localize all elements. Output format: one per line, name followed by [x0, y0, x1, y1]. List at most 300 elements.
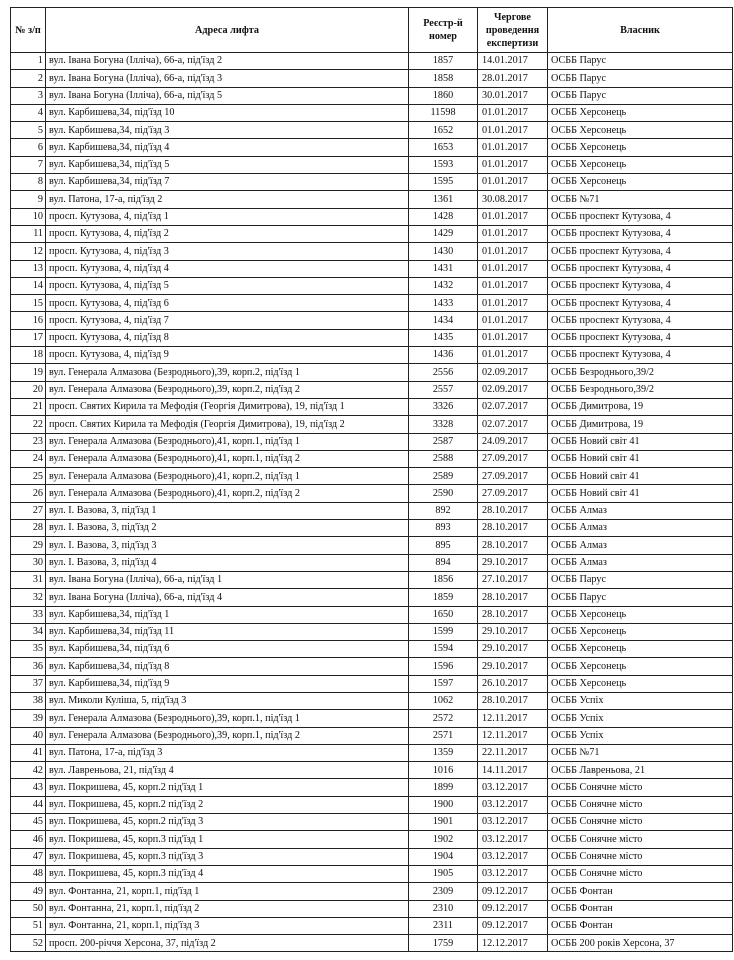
row-owner: ОСББ Херсонець: [548, 675, 733, 692]
table-row: [11, 571, 733, 588]
row-address: вул. І. Вазова, 3, під'їзд 2: [46, 520, 409, 537]
row-address: вул. Патона, 17-а, під'їзд 3: [46, 744, 409, 761]
row-address: вул. Генерала Алмазова (Безроднього),41, корп.2, під'їзд 1: [46, 468, 409, 485]
row-expertise-date: 27.09.2017: [478, 450, 548, 467]
row-registry-number: 2588: [409, 450, 478, 467]
row-owner: ОСББ №71: [548, 744, 733, 761]
row-registry-number: 1899: [409, 779, 478, 796]
table-row: [11, 744, 733, 761]
table-row: [11, 692, 733, 709]
table-row: [11, 225, 733, 242]
row-expertise-date: 26.10.2017: [478, 675, 548, 692]
row-owner: ОСББ Алмаз: [548, 502, 733, 519]
table-row: [11, 554, 733, 571]
row-number: 44: [11, 796, 46, 813]
table-row: [11, 277, 733, 294]
row-owner: ОСББ Херсонець: [548, 641, 733, 658]
row-address: просп. Святих Кирила та Мефодія (Георгія Димитрова), 19, під'їзд 1: [46, 398, 409, 415]
table-row: [11, 243, 733, 260]
row-number: 50: [11, 900, 46, 917]
row-owner: ОСББ Фонтан: [548, 900, 733, 917]
row-owner: ОСББ проспект Кутузова, 4: [548, 347, 733, 364]
row-registry-number: 1594: [409, 641, 478, 658]
row-owner: ОСББ Парус: [548, 53, 733, 70]
row-expertise-date: 27.09.2017: [478, 468, 548, 485]
header-address: Адреса лифта: [46, 8, 409, 53]
row-number: 27: [11, 502, 46, 519]
row-address: вул. Карбишева,34, під'їзд 5: [46, 156, 409, 173]
row-owner: ОСББ Парус: [548, 589, 733, 606]
row-expertise-date: 01.01.2017: [478, 208, 548, 225]
row-owner: ОСББ проспект Кутузова, 4: [548, 243, 733, 260]
row-number: 19: [11, 364, 46, 381]
row-number: 25: [11, 468, 46, 485]
table-row: [11, 208, 733, 225]
table-row: [11, 589, 733, 606]
row-address: вул. Івана Богуна (Ілліча), 66-а, під'їзд 2: [46, 53, 409, 70]
row-registry-number: 1429: [409, 225, 478, 242]
row-owner: ОСББ Сонячне місто: [548, 865, 733, 882]
table-row: [11, 156, 733, 173]
row-owner: ОСББ проспект Кутузова, 4: [548, 295, 733, 312]
table-row: [11, 658, 733, 675]
row-owner: ОСББ №71: [548, 191, 733, 208]
row-address: вул. Генерала Алмазова (Безроднього),39, корп.1, під'їзд 1: [46, 710, 409, 727]
row-address: вул. Фонтанна, 21, корп.1, під'їзд 3: [46, 917, 409, 934]
row-registry-number: 2311: [409, 917, 478, 934]
row-owner: ОСББ Алмаз: [548, 520, 733, 537]
row-address: вул. Генерала Алмазова (Безроднього),39, корп.1, під'їзд 2: [46, 727, 409, 744]
row-address: вул. Фонтанна, 21, корп.1, під'їзд 2: [46, 900, 409, 917]
row-registry-number: 1596: [409, 658, 478, 675]
row-owner: ОСББ Сонячне місто: [548, 779, 733, 796]
table-row: [11, 935, 733, 952]
row-number: 9: [11, 191, 46, 208]
row-expertise-date: 29.10.2017: [478, 658, 548, 675]
row-owner: ОСББ Успіх: [548, 727, 733, 744]
row-registry-number: 892: [409, 502, 478, 519]
row-registry-number: 1860: [409, 87, 478, 104]
row-number: 5: [11, 122, 46, 139]
table-row: [11, 174, 733, 191]
row-owner: ОСББ Херсонець: [548, 606, 733, 623]
row-registry-number: 1062: [409, 692, 478, 709]
row-registry-number: 2557: [409, 381, 478, 398]
row-owner: ОСББ Новий світ 41: [548, 468, 733, 485]
table-body: [11, 53, 733, 952]
row-address: вул. Покришева, 45, корп.2 під'їзд 2: [46, 796, 409, 813]
row-address: просп. 200-річчя Херсона, 37, під'їзд 2: [46, 935, 409, 952]
table-row: [11, 520, 733, 537]
row-address: вул. Карбишева,34, під'їзд 7: [46, 174, 409, 191]
table-row: [11, 104, 733, 121]
row-number: 28: [11, 520, 46, 537]
table-row: [11, 623, 733, 640]
table-row: [11, 398, 733, 415]
table-row: [11, 122, 733, 139]
row-expertise-date: 02.09.2017: [478, 381, 548, 398]
table-row: [11, 485, 733, 502]
header-owner: Власник: [548, 8, 733, 53]
row-registry-number: 1361: [409, 191, 478, 208]
row-owner: ОСББ Алмаз: [548, 554, 733, 571]
row-owner: ОСББ Парус: [548, 571, 733, 588]
row-number: 37: [11, 675, 46, 692]
table-row: [11, 70, 733, 87]
table-row: [11, 329, 733, 346]
row-registry-number: 1595: [409, 174, 478, 191]
row-address: вул. Генерала Алмазова (Безроднього),41, корп.1, під'їзд 2: [46, 450, 409, 467]
row-number: 14: [11, 277, 46, 294]
row-number: 34: [11, 623, 46, 640]
row-number: 51: [11, 917, 46, 934]
row-number: 3: [11, 87, 46, 104]
row-address: вул. Покришева, 45, корп.3 під'їзд 4: [46, 865, 409, 882]
row-expertise-date: 02.07.2017: [478, 416, 548, 433]
row-address: просп. Кутузова, 4, під'їзд 9: [46, 347, 409, 364]
row-owner: ОСББ Фонтан: [548, 883, 733, 900]
row-owner: ОСББ Успіх: [548, 692, 733, 709]
table-row: [11, 675, 733, 692]
row-registry-number: 3328: [409, 416, 478, 433]
table-row: [11, 883, 733, 900]
row-owner: ОСББ Херсонець: [548, 658, 733, 675]
row-registry-number: 1432: [409, 277, 478, 294]
row-number: 12: [11, 243, 46, 260]
row-number: 24: [11, 450, 46, 467]
row-number: 15: [11, 295, 46, 312]
row-owner: ОСББ Парус: [548, 70, 733, 87]
row-number: 29: [11, 537, 46, 554]
row-number: 32: [11, 589, 46, 606]
table-row: [11, 762, 733, 779]
table-row: [11, 900, 733, 917]
row-number: 46: [11, 831, 46, 848]
row-registry-number: 1858: [409, 70, 478, 87]
row-number: 1: [11, 53, 46, 70]
row-address: вул. Лавреньова, 21, під'їзд 4: [46, 762, 409, 779]
table-row: [11, 727, 733, 744]
row-address: вул. Карбишева,34, під'їзд 10: [46, 104, 409, 121]
row-owner: ОСББ Димитрова, 19: [548, 398, 733, 415]
row-owner: ОСББ проспект Кутузова, 4: [548, 208, 733, 225]
row-address: вул. Івана Богуна (Ілліча), 66-а, під'їзд 4: [46, 589, 409, 606]
row-number: 43: [11, 779, 46, 796]
row-expertise-date: 12.12.2017: [478, 935, 548, 952]
row-registry-number: 2571: [409, 727, 478, 744]
row-expertise-date: 03.12.2017: [478, 796, 548, 813]
row-expertise-date: 12.11.2017: [478, 727, 548, 744]
row-expertise-date: 01.01.2017: [478, 174, 548, 191]
row-owner: ОСББ Парус: [548, 87, 733, 104]
row-owner: ОСББ Херсонець: [548, 139, 733, 156]
row-address: вул. Генерала Алмазова (Безроднього),41, корп.1, під'їзд 1: [46, 433, 409, 450]
row-registry-number: 893: [409, 520, 478, 537]
table-row: [11, 796, 733, 813]
table-row: [11, 537, 733, 554]
row-address: вул. Покришева, 45, корп.3 під'їзд 3: [46, 848, 409, 865]
table-row: [11, 865, 733, 882]
row-address: вул. Покришева, 45, корп.3 під'їзд 1: [46, 831, 409, 848]
row-registry-number: 1901: [409, 814, 478, 831]
row-registry-number: 2587: [409, 433, 478, 450]
row-owner: ОСББ Сонячне місто: [548, 831, 733, 848]
row-address: просп. Кутузова, 4, під'їзд 3: [46, 243, 409, 260]
table-row: [11, 450, 733, 467]
row-owner: ОСББ 200 років Херсона, 37: [548, 935, 733, 952]
table-row: [11, 468, 733, 485]
row-number: 31: [11, 571, 46, 588]
table-row: [11, 831, 733, 848]
table-row: [11, 139, 733, 156]
row-owner: ОСББ Фонтан: [548, 917, 733, 934]
row-number: 23: [11, 433, 46, 450]
row-registry-number: 1016: [409, 762, 478, 779]
row-number: 48: [11, 865, 46, 882]
row-number: 52: [11, 935, 46, 952]
row-owner: ОСББ Херсонець: [548, 174, 733, 191]
table-row: [11, 814, 733, 831]
row-address: вул. І. Вазова, 3, під'їзд 4: [46, 554, 409, 571]
row-registry-number: 1435: [409, 329, 478, 346]
row-expertise-date: 27.09.2017: [478, 485, 548, 502]
row-owner: ОСББ Безроднього,39/2: [548, 364, 733, 381]
row-owner: ОСББ Лавреньова, 21: [548, 762, 733, 779]
row-owner: ОСББ проспект Кутузова, 4: [548, 329, 733, 346]
row-expertise-date: 28.10.2017: [478, 502, 548, 519]
row-address: вул. Генерала Алмазова (Безроднього),39, корп.2, під'їзд 2: [46, 381, 409, 398]
row-address: вул. Івана Богуна (Ілліча), 66-а, під'їзд 5: [46, 87, 409, 104]
row-expertise-date: 01.01.2017: [478, 329, 548, 346]
row-address: просп. Кутузова, 4, під'їзд 4: [46, 260, 409, 277]
row-address: вул. Карбишева,34, під'їзд 1: [46, 606, 409, 623]
row-expertise-date: 01.01.2017: [478, 347, 548, 364]
row-number: 49: [11, 883, 46, 900]
row-expertise-date: 01.01.2017: [478, 277, 548, 294]
row-expertise-date: 03.12.2017: [478, 814, 548, 831]
row-registry-number: 1856: [409, 571, 478, 588]
row-address: просп. Кутузова, 4, під'їзд 7: [46, 312, 409, 329]
row-number: 35: [11, 641, 46, 658]
row-owner: ОСББ Новий світ 41: [548, 450, 733, 467]
row-registry-number: 1905: [409, 865, 478, 882]
table-row: [11, 641, 733, 658]
row-owner: ОСББ Димитрова, 19: [548, 416, 733, 433]
table-row: [11, 260, 733, 277]
row-expertise-date: 30.01.2017: [478, 87, 548, 104]
row-registry-number: 1359: [409, 744, 478, 761]
row-number: 8: [11, 174, 46, 191]
row-registry-number: 1650: [409, 606, 478, 623]
row-address: просп. Кутузова, 4, під'їзд 5: [46, 277, 409, 294]
table-row: [11, 191, 733, 208]
row-expertise-date: 29.10.2017: [478, 641, 548, 658]
table-row: [11, 779, 733, 796]
row-registry-number: 2589: [409, 468, 478, 485]
row-address: вул. І. Вазова, 3, під'їзд 1: [46, 502, 409, 519]
lift-expertise-document: [10, 7, 733, 952]
row-address: вул. Генерала Алмазова (Безроднього),41, корп.2, під'їзд 2: [46, 485, 409, 502]
row-address: просп. Кутузова, 4, під'їзд 2: [46, 225, 409, 242]
table-row: [11, 848, 733, 865]
row-number: 4: [11, 104, 46, 121]
row-expertise-date: 12.11.2017: [478, 710, 548, 727]
row-number: 22: [11, 416, 46, 433]
row-number: 11: [11, 225, 46, 242]
row-owner: ОСББ проспект Кутузова, 4: [548, 260, 733, 277]
row-expertise-date: 28.10.2017: [478, 589, 548, 606]
table-row: [11, 917, 733, 934]
row-expertise-date: 02.07.2017: [478, 398, 548, 415]
header-number: № з/п: [11, 8, 46, 53]
row-number: 41: [11, 744, 46, 761]
row-owner: ОСББ Сонячне місто: [548, 814, 733, 831]
row-owner: ОСББ Безроднього,39/2: [548, 381, 733, 398]
row-registry-number: 1904: [409, 848, 478, 865]
row-expertise-date: 03.12.2017: [478, 779, 548, 796]
row-expertise-date: 28.10.2017: [478, 520, 548, 537]
row-expertise-date: 01.01.2017: [478, 156, 548, 173]
table-row: [11, 433, 733, 450]
row-address: вул. Івана Богуна (Ілліча), 66-а, під'їзд 3: [46, 70, 409, 87]
table-row: [11, 381, 733, 398]
row-registry-number: 2572: [409, 710, 478, 727]
row-address: вул. Покришева, 45, корп.2 під'їзд 3: [46, 814, 409, 831]
row-registry-number: 894: [409, 554, 478, 571]
row-expertise-date: 01.01.2017: [478, 122, 548, 139]
row-expertise-date: 01.01.2017: [478, 260, 548, 277]
row-address: вул. Карбишева,34, під'їзд 8: [46, 658, 409, 675]
row-expertise-date: 01.01.2017: [478, 225, 548, 242]
row-expertise-date: 24.09.2017: [478, 433, 548, 450]
row-expertise-date: 03.12.2017: [478, 865, 548, 882]
row-registry-number: 1597: [409, 675, 478, 692]
row-number: 39: [11, 710, 46, 727]
row-number: 6: [11, 139, 46, 156]
row-expertise-date: 29.10.2017: [478, 623, 548, 640]
row-owner: ОСББ Сонячне місто: [548, 796, 733, 813]
row-expertise-date: 01.01.2017: [478, 104, 548, 121]
row-registry-number: 895: [409, 537, 478, 554]
row-expertise-date: 03.12.2017: [478, 831, 548, 848]
row-registry-number: 1653: [409, 139, 478, 156]
row-expertise-date: 28.10.2017: [478, 537, 548, 554]
row-owner: ОСББ Херсонець: [548, 104, 733, 121]
row-address: вул. Карбишева,34, під'їзд 11: [46, 623, 409, 640]
row-registry-number: 1431: [409, 260, 478, 277]
row-address: вул. Миколи Куліша, 5, під'їзд 3: [46, 692, 409, 709]
row-address: вул. І. Вазова, 3, під'їзд 3: [46, 537, 409, 554]
row-owner: ОСББ Херсонець: [548, 122, 733, 139]
row-expertise-date: 14.11.2017: [478, 762, 548, 779]
row-address: вул. Карбишева,34, під'їзд 9: [46, 675, 409, 692]
row-expertise-date: 02.09.2017: [478, 364, 548, 381]
row-number: 26: [11, 485, 46, 502]
row-number: 17: [11, 329, 46, 346]
row-registry-number: 1652: [409, 122, 478, 139]
row-expertise-date: 30.08.2017: [478, 191, 548, 208]
row-owner: ОСББ проспект Кутузова, 4: [548, 225, 733, 242]
row-expertise-date: 03.12.2017: [478, 848, 548, 865]
row-registry-number: 2590: [409, 485, 478, 502]
row-registry-number: 1434: [409, 312, 478, 329]
row-registry-number: 1436: [409, 347, 478, 364]
row-number: 42: [11, 762, 46, 779]
row-address: вул. Фонтанна, 21, корп.1, під'їзд 1: [46, 883, 409, 900]
row-address: просп. Кутузова, 4, під'їзд 1: [46, 208, 409, 225]
table-row: [11, 364, 733, 381]
lift-expertise-table: [10, 7, 733, 952]
row-address: вул. Патона, 17-а, під'їзд 2: [46, 191, 409, 208]
row-address: просп. Кутузова, 4, під'їзд 8: [46, 329, 409, 346]
row-expertise-date: 09.12.2017: [478, 917, 548, 934]
row-owner: ОСББ Сонячне місто: [548, 848, 733, 865]
row-expertise-date: 01.01.2017: [478, 312, 548, 329]
row-owner: ОСББ Новий світ 41: [548, 433, 733, 450]
row-expertise-date: 09.12.2017: [478, 883, 548, 900]
row-number: 21: [11, 398, 46, 415]
table-header-row: [11, 8, 733, 53]
row-number: 13: [11, 260, 46, 277]
row-registry-number: 1430: [409, 243, 478, 260]
row-number: 10: [11, 208, 46, 225]
row-registry-number: 1900: [409, 796, 478, 813]
row-registry-number: 1859: [409, 589, 478, 606]
table-row: [11, 606, 733, 623]
row-registry-number: 1593: [409, 156, 478, 173]
row-owner: ОСББ Алмаз: [548, 537, 733, 554]
row-number: 45: [11, 814, 46, 831]
row-registry-number: 2310: [409, 900, 478, 917]
row-address: вул. Карбишева,34, під'їзд 3: [46, 122, 409, 139]
row-registry-number: 1759: [409, 935, 478, 952]
table-row: [11, 312, 733, 329]
row-number: 7: [11, 156, 46, 173]
row-address: вул. Івана Богуна (Ілліча), 66-а, під'їзд 1: [46, 571, 409, 588]
table-row: [11, 53, 733, 70]
row-expertise-date: 28.10.2017: [478, 692, 548, 709]
row-address: вул. Карбишева,34, під'їзд 4: [46, 139, 409, 156]
row-number: 18: [11, 347, 46, 364]
row-registry-number: 1428: [409, 208, 478, 225]
row-expertise-date: 01.01.2017: [478, 295, 548, 312]
row-expertise-date: 28.10.2017: [478, 606, 548, 623]
header-registry-number: Реєстр-й номер: [409, 8, 478, 53]
table-row: [11, 347, 733, 364]
table-row: [11, 416, 733, 433]
row-address: вул. Генерала Алмазова (Безроднього),39, корп.2, під'їзд 1: [46, 364, 409, 381]
row-number: 20: [11, 381, 46, 398]
row-registry-number: 2556: [409, 364, 478, 381]
row-expertise-date: 14.01.2017: [478, 53, 548, 70]
row-number: 2: [11, 70, 46, 87]
row-owner: ОСББ Херсонець: [548, 156, 733, 173]
row-address: просп. Кутузова, 4, під'їзд 6: [46, 295, 409, 312]
row-expertise-date: 29.10.2017: [478, 554, 548, 571]
header-next-expertise: Чергове проведення експертизи: [478, 8, 548, 53]
row-expertise-date: 27.10.2017: [478, 571, 548, 588]
row-number: 33: [11, 606, 46, 623]
row-number: 40: [11, 727, 46, 744]
row-address: просп. Святих Кирила та Мефодія (Георгія Димитрова), 19, під'їзд 2: [46, 416, 409, 433]
row-number: 30: [11, 554, 46, 571]
row-registry-number: 1433: [409, 295, 478, 312]
row-registry-number: 11598: [409, 104, 478, 121]
row-registry-number: 1599: [409, 623, 478, 640]
row-owner: ОСББ проспект Кутузова, 4: [548, 312, 733, 329]
row-registry-number: 1857: [409, 53, 478, 70]
table-row: [11, 710, 733, 727]
